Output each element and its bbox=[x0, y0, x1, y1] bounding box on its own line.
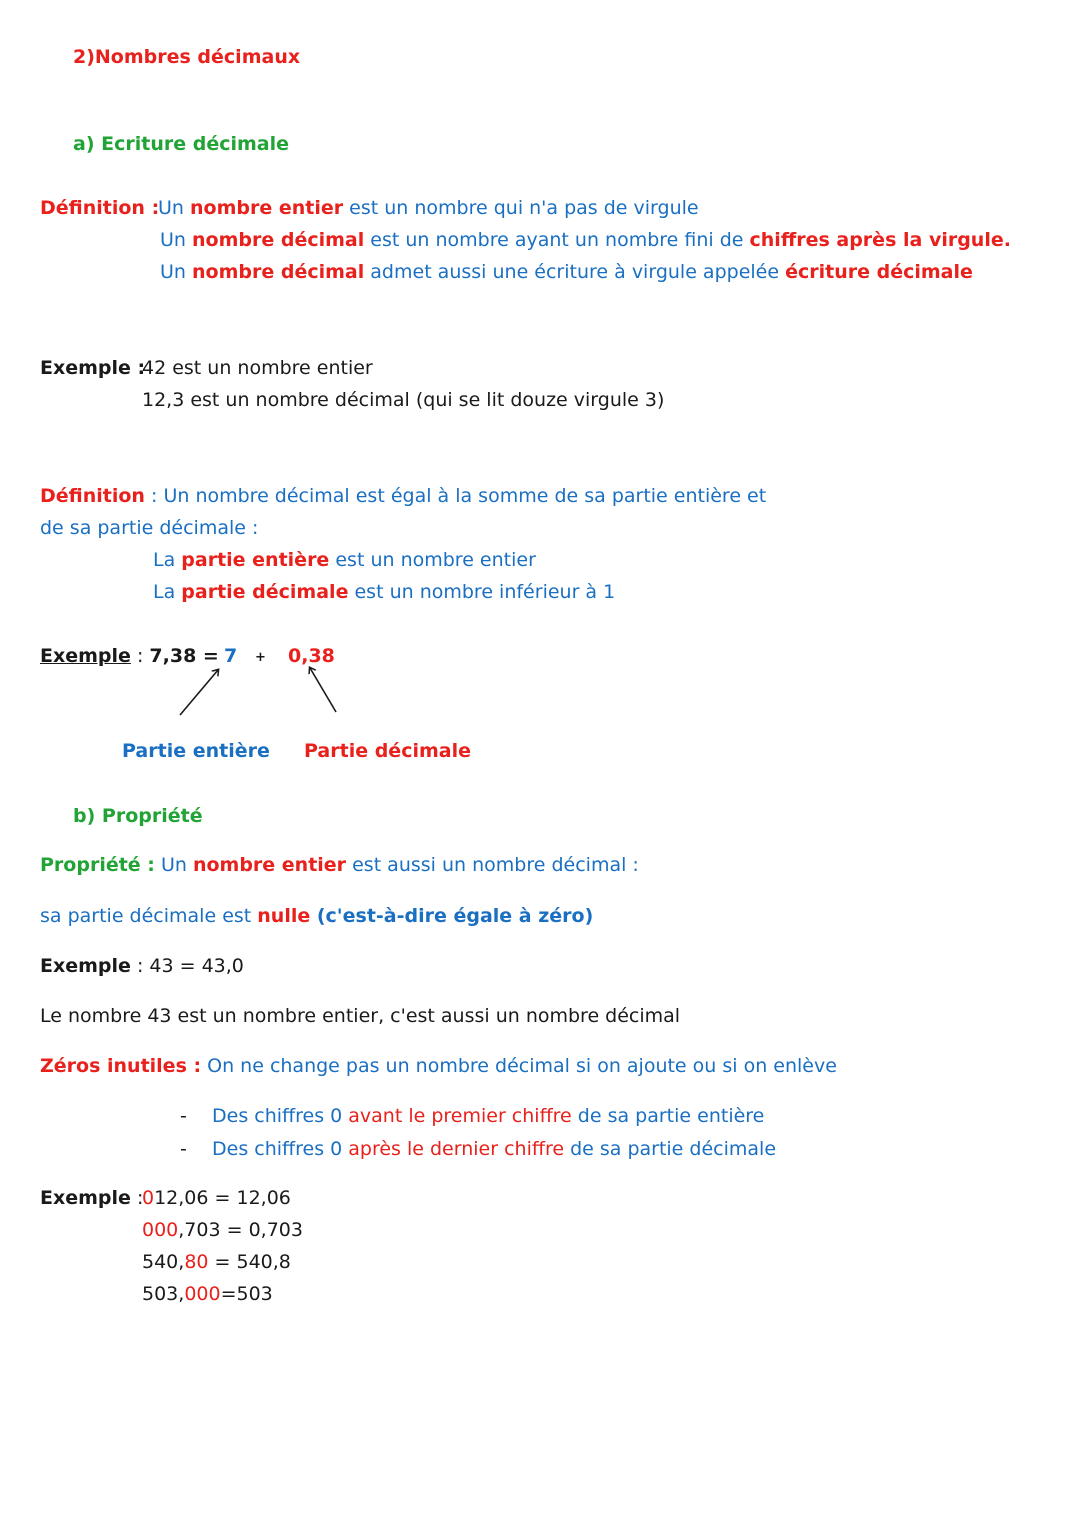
text: de sa partie entière bbox=[571, 1105, 765, 1127]
zeros-line bbox=[40, 1053, 837, 1079]
definition-2-line-2: de sa partie décimale : bbox=[40, 517, 259, 539]
text: : bbox=[130, 645, 150, 667]
text: Des chiffres 0 bbox=[212, 1138, 349, 1160]
example-row-1 bbox=[142, 1185, 291, 1211]
example-row-4 bbox=[142, 1281, 273, 1307]
example-label: Exemple bbox=[40, 955, 131, 977]
section-title: 2)Nombres décimaux bbox=[73, 46, 301, 68]
text-highlight: avant le premier chiffre bbox=[348, 1105, 572, 1127]
bullet-item-2 bbox=[212, 1136, 776, 1162]
text: Un bbox=[154, 854, 193, 876]
text: est un nombre ayant un nombre fini de bbox=[364, 229, 750, 251]
example-line-1: 42 est un nombre entier bbox=[142, 357, 373, 379]
example-3-line bbox=[40, 953, 244, 979]
example-label: Exemple : bbox=[40, 357, 146, 379]
text: (c'est-à-dire égale à zéro) bbox=[310, 905, 594, 927]
useless-zero: 80 bbox=[184, 1251, 209, 1273]
text: : bbox=[130, 1187, 144, 1209]
bullet-dash: - bbox=[180, 1105, 187, 1127]
property-label: Propriété : bbox=[40, 854, 155, 876]
text: = 540,8 bbox=[208, 1251, 291, 1273]
text: Un bbox=[160, 261, 192, 283]
term-ecriture-decimale: écriture décimale bbox=[785, 261, 973, 283]
decimal-part-value: 0,38 bbox=[288, 645, 335, 667]
useless-zero: 0 bbox=[142, 1187, 155, 1209]
subsection-a-title: a) Ecriture décimale bbox=[73, 133, 290, 155]
subsection-b-title: b) Propriété bbox=[73, 805, 203, 827]
useless-zero: 000 bbox=[142, 1219, 179, 1241]
useless-zero: 000 bbox=[184, 1283, 221, 1305]
arrow-to-integer-part bbox=[180, 670, 218, 715]
plus-sign: + bbox=[255, 650, 266, 665]
text: 503, bbox=[142, 1283, 185, 1305]
arrow-to-decimal-part bbox=[310, 668, 336, 712]
text: 12,06 = 12,06 bbox=[154, 1187, 291, 1209]
text: est un nombre qui n'a pas de virgule bbox=[343, 197, 699, 219]
text: sa partie décimale est bbox=[40, 905, 258, 927]
example-3-sentence: Le nombre 43 est un nombre entier, c'est aussi un nombre décimal bbox=[40, 1005, 681, 1027]
text: On ne change pas un nombre décimal si on ajoute ou si on enlève bbox=[201, 1055, 837, 1077]
property-line-1 bbox=[40, 852, 639, 878]
term-nulle: nulle bbox=[257, 905, 311, 927]
text: Un bbox=[160, 229, 192, 251]
term-chiffres-apres-virgule: chiffres après la virgule. bbox=[749, 229, 1011, 251]
caption-decimal-part: Partie décimale bbox=[304, 740, 471, 762]
text: =503 bbox=[220, 1283, 273, 1305]
property-line-2 bbox=[40, 903, 593, 929]
example-label: Exemple bbox=[40, 645, 131, 667]
text: Des chiffres 0 bbox=[212, 1105, 349, 1127]
text: ,703 = 0,703 bbox=[178, 1219, 303, 1241]
zeros-label: Zéros inutiles : bbox=[40, 1055, 202, 1077]
term-partie-decimale: partie décimale bbox=[181, 581, 349, 603]
bullet-item-1 bbox=[212, 1103, 764, 1129]
text: La bbox=[153, 581, 182, 603]
term-nombre-entier: nombre entier bbox=[192, 854, 347, 876]
example-row-2 bbox=[142, 1217, 303, 1243]
example-line-2: 12,3 est un nombre décimal (qui se lit douze virgule 3) bbox=[142, 389, 665, 411]
bullet-dash: - bbox=[180, 1138, 187, 1160]
decimal-number: 7,38 = bbox=[149, 645, 219, 667]
text: : Un nombre décimal est égal à la somme de sa partie entière et bbox=[144, 485, 767, 507]
term-nombre-decimal: nombre décimal bbox=[192, 261, 365, 283]
text: : 43 = 43,0 bbox=[130, 955, 244, 977]
term-partie-entiere: partie entière bbox=[181, 549, 330, 571]
term-nombre-entier: nombre entier bbox=[190, 197, 344, 219]
example-row-3 bbox=[142, 1249, 291, 1275]
definition-label: Définition : bbox=[40, 197, 160, 219]
text: Un bbox=[158, 197, 190, 219]
text: est un nombre entier bbox=[329, 549, 536, 571]
text: de sa partie décimale bbox=[564, 1138, 777, 1160]
definition-label: Définition bbox=[40, 485, 145, 507]
text-highlight: après le dernier chiffre bbox=[348, 1138, 565, 1160]
example-label: Exemple bbox=[40, 1187, 131, 1209]
text: 540, bbox=[142, 1251, 185, 1273]
text: admet aussi une écriture à virgule appelée bbox=[364, 261, 786, 283]
text: est aussi un nombre décimal : bbox=[346, 854, 639, 876]
caption-integer-part: Partie entière bbox=[122, 740, 270, 762]
integer-part-value: 7 bbox=[224, 645, 238, 667]
term-nombre-decimal: nombre décimal bbox=[192, 229, 365, 251]
example-4-label-line bbox=[40, 1185, 143, 1211]
text: La bbox=[153, 549, 182, 571]
text: est un nombre inférieur à 1 bbox=[348, 581, 616, 603]
